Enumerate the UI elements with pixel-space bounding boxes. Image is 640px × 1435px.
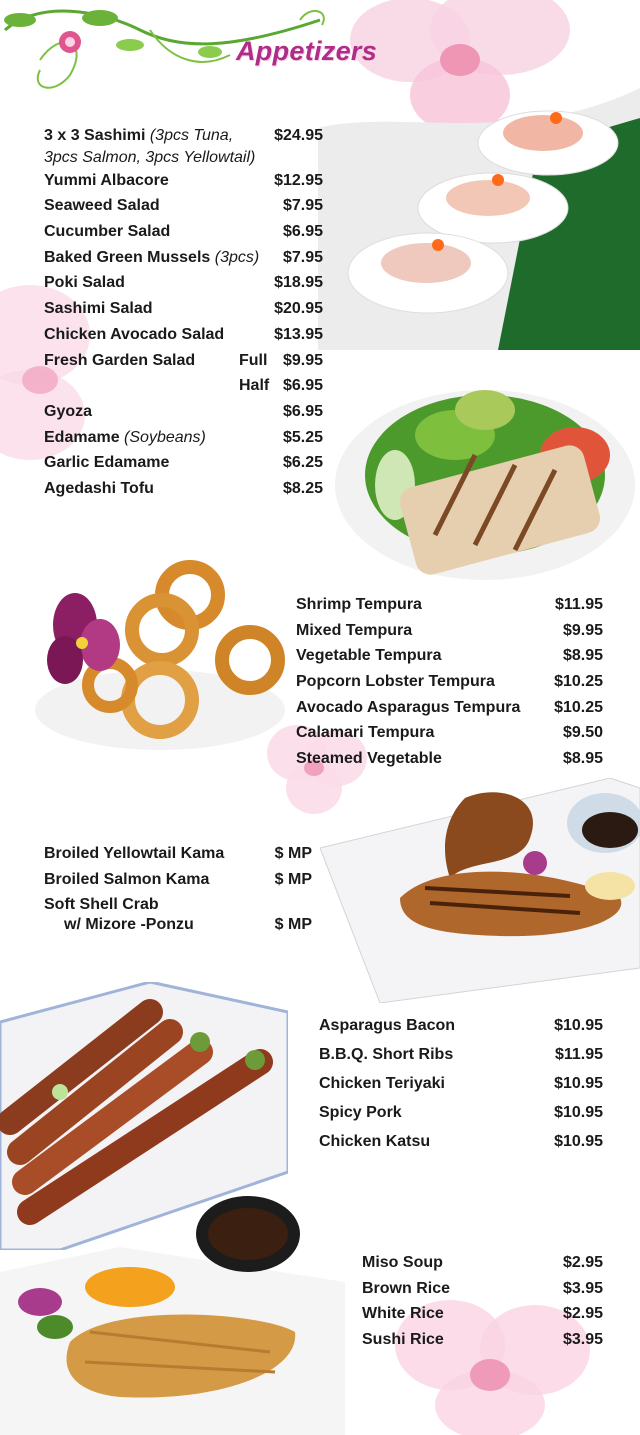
menu-item: Popcorn Lobster Tempura $10.25 [296, 673, 603, 691]
appetizers-menu [44, 124, 323, 503]
menu-item: Mixed Tempura $9.95 [296, 621, 603, 639]
menu-item: Sashimi Salad $20.95 [44, 300, 323, 318]
menu-item: Chicken Teriyaki $10.95 [319, 1075, 603, 1092]
katsu-photo [0, 1192, 345, 1435]
section-title: Appetizers [236, 36, 378, 66]
calamari-photo [20, 560, 285, 760]
menu-item: B.B.Q. Short Ribs $11.95 [319, 1046, 603, 1063]
menu-item: Sushi Rice $3.95 [362, 1331, 603, 1349]
menu-item: Baked Green Mussels (3pcs) $7.95 [44, 248, 323, 266]
menu-item: Avocado Asparagus Tempura $10.25 [296, 698, 603, 716]
menu-item: Fresh Garden Salad Full $9.95 [44, 351, 323, 369]
menu-item: Seaweed Salad $7.95 [44, 197, 323, 215]
menu-item: Brown Rice $3.95 [362, 1279, 603, 1297]
menu-item: Broiled Yellowtail Kama $ MP [44, 845, 312, 862]
menu-item: White Rice $2.95 [362, 1305, 603, 1323]
grill-menu [319, 1014, 603, 1159]
menu-item: Half $6.95 [239, 377, 323, 395]
menu-item: Gyoza $6.95 [44, 402, 323, 420]
menu-item: Asparagus Bacon $10.95 [319, 1017, 603, 1034]
menu-item: Chicken Avocado Salad $13.95 [44, 325, 323, 343]
menu-item-note: 3pcs Salmon, 3pcs Yellowtail) [44, 148, 256, 166]
menu-item: Edamame (Soybeans) $5.25 [44, 428, 323, 446]
menu-item: Cucumber Salad $6.95 [44, 223, 323, 241]
menu-item: Spicy Pork $10.95 [319, 1104, 603, 1121]
menu-item: Shrimp Tempura $11.95 [296, 596, 603, 613]
menu-item: Miso Soup $2.95 [362, 1254, 603, 1271]
tempura-menu [296, 593, 603, 773]
menu-item: Broiled Salmon Kama $ MP [44, 870, 312, 888]
menu-item: Vegetable Tempura $8.95 [296, 647, 603, 665]
menu-item: Yummi Albacore $12.95 [44, 171, 323, 189]
menu-item: Soft Shell Crab [44, 896, 159, 914]
menu-item: 3 x 3 Sashimi (3pcs Tuna, $24.95 [44, 127, 323, 144]
menu-item: Garlic Edamame $6.25 [44, 454, 323, 472]
menu-item: Poki Salad $18.95 [44, 274, 323, 292]
menu-item: Calamari Tempura $9.50 [296, 724, 603, 742]
kama-menu [44, 842, 312, 939]
menu-item: Agedashi Tofu $8.25 [44, 479, 323, 497]
kama-photo [320, 778, 640, 1003]
sashimi-photo [318, 88, 640, 350]
menu-item: w/ Mizore -Ponzu $ MP [64, 916, 312, 934]
menu-item: Steamed Vegetable $8.95 [296, 750, 603, 768]
sides-menu [362, 1251, 603, 1354]
chicken-salad-photo [335, 375, 640, 580]
menu-item: Chicken Katsu $10.95 [319, 1133, 603, 1150]
